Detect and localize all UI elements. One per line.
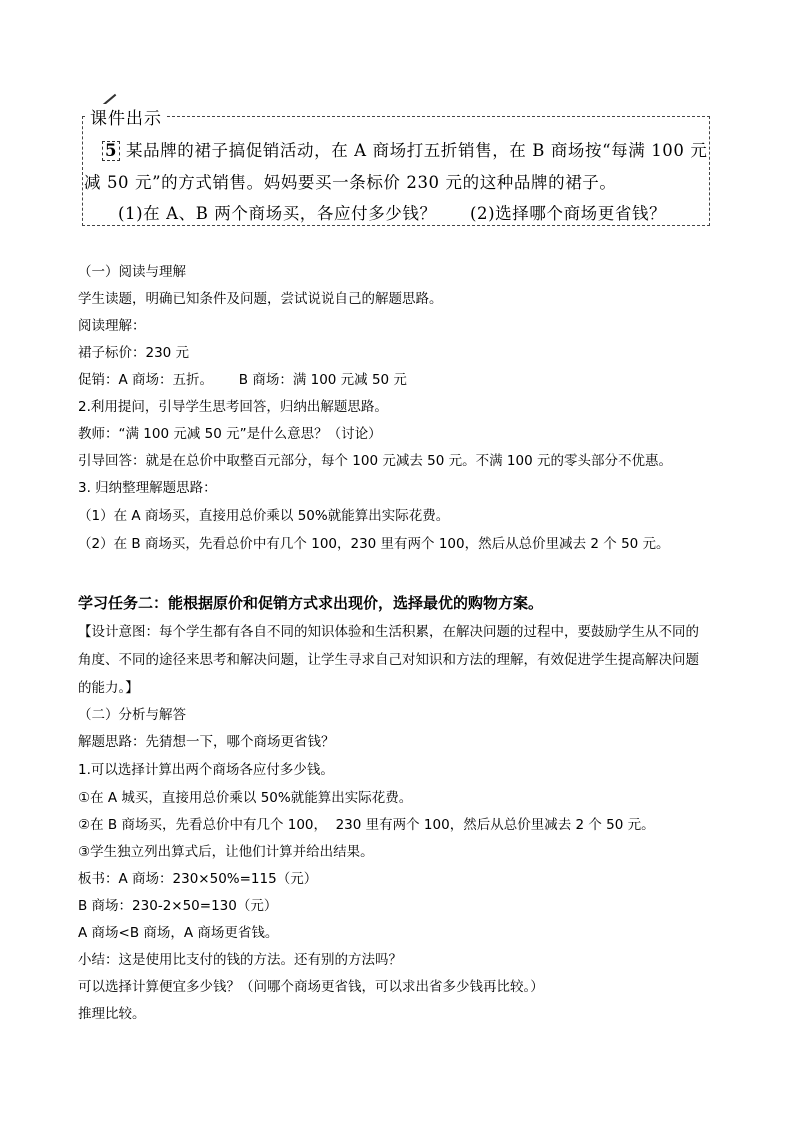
paragraph: ②在 B 商场买，先看总价中有几个 100， 230 里有两个 100，然后从总价里减去 2 个 50 元。 [78,817,655,833]
board-writing: B 商场：230-2×50=130（元） [78,898,278,914]
paragraph: 解题思路：先猜想一下，哪个商场更省钱？ [78,734,335,750]
question-2: (2)选择哪个商场更省钱？ [470,204,667,223]
problem-text-1: 某品牌的裙子搞促销活动，在 A 商场打五折销售，在 B 商场按“每满 100 元 [126,141,708,160]
paragraph: ①在 A 城买，直接用总价乘以 50%就能算出实际花费。 [78,790,413,806]
paragraph: 可以选择计算便宜多少钱？（问哪个商场更省钱，可以求出省多少钱再比较。） [78,979,544,995]
problem-number: 5 [102,141,120,161]
problem-line-1 [102,137,707,161]
design-intent: 角度、不同的途径来思考和解决问题，让学生寻求自己对知识和方法的理解，有效促进学生提高解决问题 [78,652,699,668]
paragraph: 阅读理解： [78,318,146,334]
question-1: (1)在 A、B 两个商场买，各应付多少钱？ [118,204,437,223]
paragraph: 3. 归纳整理解题思路： [78,480,217,496]
paragraph: （2）在 B 商场买，先看总价中有几个 100，230 里有两个 100，然后从总价里减去 2 个 50 元。 [78,536,670,552]
paragraph: 2.利用提问，引导学生思考回答，归纳出解题思路。 [78,399,388,415]
paragraph: 1.可以选择计算出两个商场各应付多少钱。 [78,762,334,778]
paragraph: A 商场<B 商场，A 商场更省钱。 [78,925,279,941]
design-intent: 的能力。】 [78,680,139,696]
section-heading-1: （一）阅读与理解 [78,264,186,280]
paragraph: 推理比较。 [78,1006,146,1022]
task-heading: 学习任务二：能根据原价和促销方式求出现价，选择最优的购物方案。 [78,594,544,612]
courseware-title: 课件出示 [86,104,166,129]
paragraph: （1）在 A 商场买，直接用总价乘以 50%就能算出实际花费。 [78,508,450,524]
paragraph: 引导回答：就是在总价中取整百元部分，每个 100 元减去 50 元。不满 100 元的零头部分不优惠。 [78,453,672,469]
paragraph: 促销：A 商场：五折。 B 商场：满 100 元减 50 元 [78,372,407,388]
problem-line-2: 减 50 元”的方式销售。妈妈要买一条标价 230 元的这种品牌的裙子。 [84,173,617,192]
section-heading-2: （二）分析与解答 [78,707,186,723]
paragraph: 裙子标价：230 元 [78,345,190,361]
paragraph: 教师：“满 100 元减 50 元”是什么意思？（讨论） [78,426,382,442]
board-writing: 板书：A 商场：230×50%=115（元） [78,871,318,887]
design-intent: 【设计意图：每个学生都有各自不同的知识体验和生活积累，在解决问题的过程中，要鼓励学生从不同的 [78,624,699,640]
paragraph: ③学生独立列出算式后，让他们计算并给出结果。 [78,844,374,860]
paragraph: 学生读题，明确已知条件及问题，尝试说说自己的解题思路。 [78,291,443,307]
summary: 小结：这是使用比支付的钱的方法。还有别的方法吗？ [78,952,402,968]
